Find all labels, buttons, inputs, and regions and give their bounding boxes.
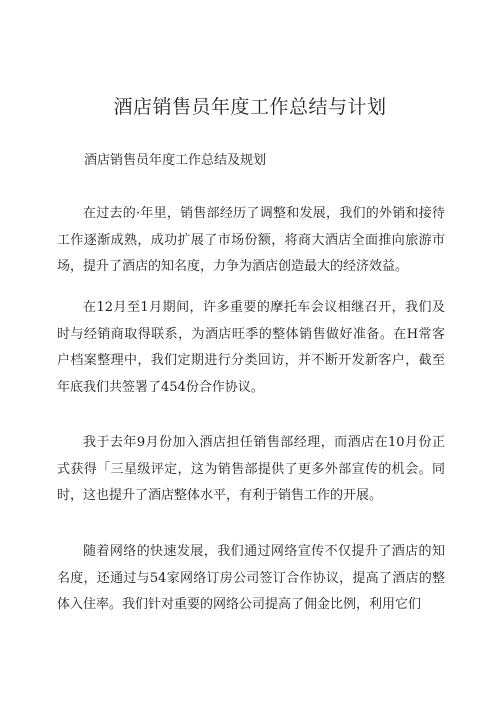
document-subtitle: 酒店销售员年度工作总结及规划	[84, 153, 267, 168]
document-title: 酒店销售员年度工作总结与计划	[113, 96, 387, 118]
paragraph-4: 随着网络的快速发展，我们通过网络宣传不仅提升了酒店的知名度，还通过与54家网络订房公司签订合作协议，提高了酒店的整体入住率。我们针对重要的网络公司提高了佣金比例，利用它们	[57, 544, 445, 612]
paragraph-2: 在12月至1月期间，许多重要的摩托车会议相继召开，我们及时与经销商取得联系，为酒店旺季的整体销售做好准备。在H常客户档案整理中，我们定期进行分类回访，并不断开发新客户，截至年底我们共签署了454份合作协议。	[57, 300, 445, 395]
paragraph-1: 在过去的·年里，销售部经历了调整和发展，我们的外销和接待工作逐渐成熟，成功扩展了市场份额，将商大酒店全面推向旅游市场，提升了酒店的知名度，力争为酒店创造最大的经济效益。	[57, 206, 445, 274]
paragraph-3: 我于去年9月份加入酒店担任销售部经理，而酒店在10月份正式获得「三星级评定，这为销售部提供了更多外部宣传的机会。同时，这也提升了酒店整体水平，有利于销售工作的开展。	[57, 435, 445, 503]
